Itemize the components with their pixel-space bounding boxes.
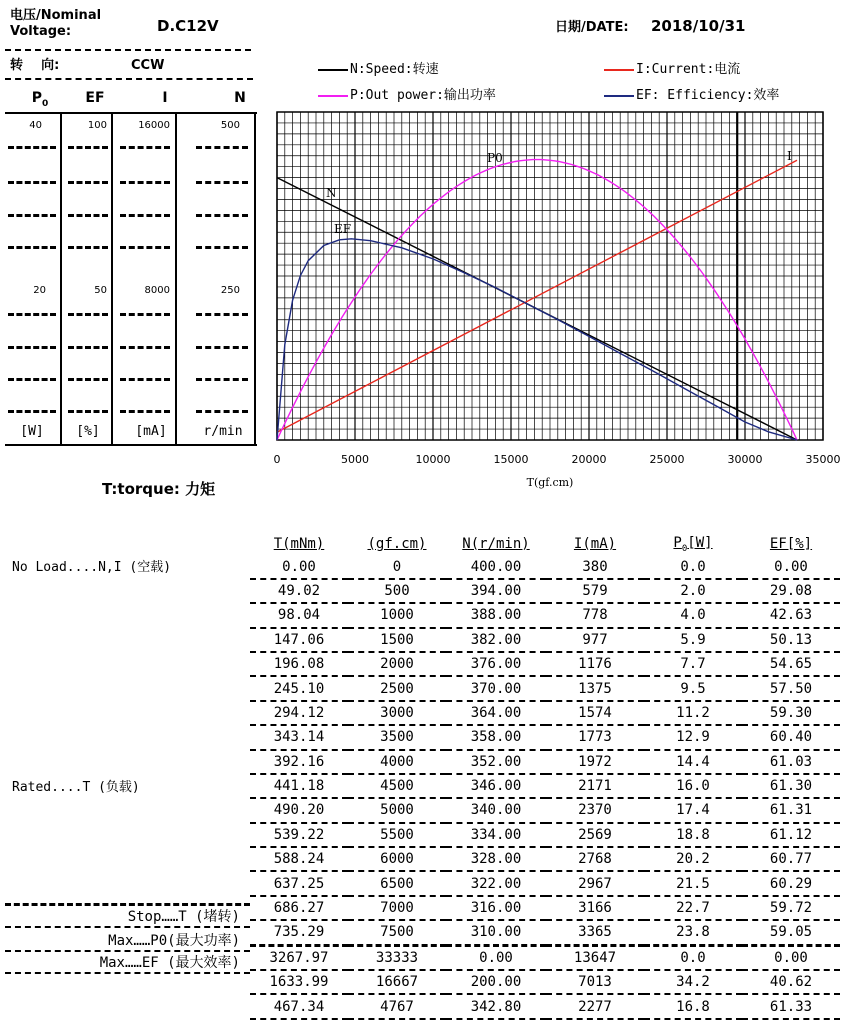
cell-efficiency: 61.03 [742,750,840,774]
cell-efficiency: 0.00 [742,945,840,970]
cell-current: 2370 [546,798,644,822]
cell-power: 7.7 [644,652,742,676]
rated-label: Rated....T (负载) [12,780,140,795]
x-tick-label: 0 [273,453,281,466]
performance-table [250,533,840,1020]
cell-torque-mnm: 147.06 [250,628,348,652]
cell-torque-gfcm: 33333 [348,945,446,970]
cell-speed: 394.00 [446,579,546,603]
cell-torque-mnm: 0.00 [250,555,348,578]
cell-power: 12.9 [644,725,742,749]
cell-current: 2569 [546,823,644,847]
current-curve-label: I [787,149,792,163]
cell-speed: 200.00 [446,970,546,994]
header-torque-gfcm: (gf.cm) [367,536,427,553]
cell-torque-gfcm: 5500 [348,823,446,847]
cell-torque-mnm: 490.20 [250,798,348,822]
summary-row-label: Stop……T (堵转) [127,909,240,925]
cell-speed: 334.00 [446,823,546,847]
cell-power: 0.0 [644,945,742,970]
cell-current: 380 [546,555,644,578]
table-header-row [250,533,840,555]
cell-torque-gfcm: 2000 [348,652,446,676]
power-axis-top: 40 [29,120,42,131]
cell-torque-mnm: 245.10 [250,676,348,700]
table-row [250,871,840,895]
efficiency-axis-top: 100 [87,120,107,131]
cell-torque-gfcm: 7500 [348,920,446,945]
cell-torque-mnm: 735.29 [250,920,348,945]
legend-efficiency-label: EF: Efficiency:效率 [636,88,780,103]
cell-speed: 382.00 [446,628,546,652]
cell-current: 2277 [546,994,644,1018]
table-row [250,603,840,627]
table-row [250,701,840,725]
axis-header-current: I [162,90,168,106]
speed-axis-unit: r/min [203,424,243,439]
cell-speed: 364.00 [446,701,546,725]
cell-power: 11.2 [644,701,742,725]
cell-power: 14.4 [644,750,742,774]
cell-power: 21.5 [644,871,742,895]
current-axis-unit: [mA] [135,424,167,439]
speed-curve-label: N [326,186,337,200]
cell-power: 9.5 [644,676,742,700]
cell-torque-gfcm: 3000 [348,701,446,725]
axis-header-speed: N [234,90,246,106]
cell-speed: 328.00 [446,847,546,871]
cell-efficiency: 61.33 [742,994,840,1018]
cell-efficiency: 61.31 [742,798,840,822]
cell-torque-mnm: 294.12 [250,701,348,725]
x-axis-label: T(gf.cm) [526,476,574,489]
summary-label-rule [5,972,250,974]
cell-efficiency: 40.62 [742,970,840,994]
summary-row [250,945,840,970]
cell-torque-gfcm: 6500 [348,871,446,895]
cell-power: 4.0 [644,603,742,627]
cell-power: 22.7 [644,896,742,920]
cell-current: 2171 [546,774,644,798]
cell-efficiency: 50.13 [742,628,840,652]
cell-current: 579 [546,579,644,603]
cell-speed: 340.00 [446,798,546,822]
legend-power-label: P:Out power:输出功率 [350,88,496,103]
table-row [250,798,840,822]
cell-torque-mnm: 3267.97 [250,945,348,970]
cell-current: 3166 [546,896,644,920]
cell-torque-gfcm: 4500 [348,774,446,798]
cell-power: 17.4 [644,798,742,822]
no-load-label: No Load....N,I (空载) [12,560,172,575]
cell-torque-gfcm: 500 [348,579,446,603]
cell-power: 5.9 [644,628,742,652]
x-tick-label: 5000 [341,453,369,466]
x-tick-label: 30000 [727,453,763,466]
cell-power: 20.2 [644,847,742,871]
cell-torque-mnm: 637.25 [250,871,348,895]
cell-torque-mnm: 196.08 [250,652,348,676]
cell-torque-gfcm: 0 [348,555,446,578]
cell-power: 18.8 [644,823,742,847]
cell-power: 16.0 [644,774,742,798]
cell-torque-mnm: 686.27 [250,896,348,920]
legend-speed-label: N:Speed:转速 [350,62,439,77]
efficiency-axis-unit: [%] [76,424,100,439]
cell-speed: 342.80 [446,994,546,1018]
cell-torque-gfcm: 6000 [348,847,446,871]
cell-torque-gfcm: 3500 [348,725,446,749]
current-axis-top: 16000 [138,120,170,131]
cell-torque-gfcm: 1000 [348,603,446,627]
cell-speed: 400.00 [446,555,546,578]
cell-efficiency: 60.77 [742,847,840,871]
power-axis-unit: [W] [20,424,44,439]
table-row [250,847,840,871]
cell-torque-gfcm: 4767 [348,994,446,1018]
cell-efficiency: 61.12 [742,823,840,847]
header-torque-mnm: T(mNm) [273,536,325,553]
cell-power: 16.8 [644,994,742,1018]
voltage-label-line1: 电压/Nominal [10,8,102,23]
cell-torque-gfcm: 7000 [348,896,446,920]
cell-torque-mnm: 392.16 [250,750,348,774]
table-row [250,725,840,749]
cell-torque-mnm: 98.04 [250,603,348,627]
cell-torque-mnm: 343.14 [250,725,348,749]
speed-axis-top: 500 [220,120,240,131]
cell-speed: 0.00 [446,945,546,970]
cell-current: 1972 [546,750,644,774]
cell-current: 977 [546,628,644,652]
summary-row [250,970,840,994]
cell-efficiency: 60.40 [742,725,840,749]
axis-header-efficiency: EF [85,90,105,106]
cell-efficiency: 54.65 [742,652,840,676]
power-axis-mid: 20 [33,285,46,296]
cell-torque-mnm: 467.34 [250,994,348,1018]
date-label: 日期/DATE: [555,20,629,35]
cell-efficiency: 61.30 [742,774,840,798]
table-row [250,750,840,774]
cell-torque-mnm: 49.02 [250,579,348,603]
current-axis-mid: 8000 [144,285,170,296]
cell-speed: 376.00 [446,652,546,676]
table-row [250,555,840,578]
x-tick-label: 15000 [493,453,529,466]
cell-speed: 358.00 [446,725,546,749]
cell-torque-mnm: 441.18 [250,774,348,798]
cell-power: 0.0 [644,555,742,578]
cell-efficiency: 57.50 [742,676,840,700]
torque-caption: T:torque: 力矩 [102,480,216,498]
cell-power: 2.0 [644,579,742,603]
x-tick-label: 25000 [649,453,685,466]
cell-torque-mnm: 1633.99 [250,970,348,994]
table-row [250,652,840,676]
cell-torque-gfcm: 1500 [348,628,446,652]
cell-speed: 388.00 [446,603,546,627]
cell-speed: 352.00 [446,750,546,774]
rotation-value: CCW [131,58,165,73]
cell-current: 13647 [546,945,644,970]
cell-current: 2768 [546,847,644,871]
efficiency-axis-mid: 50 [94,285,107,296]
summary-row-label: Max……EF (最大效率) [99,955,240,971]
cell-power: 23.8 [644,920,742,945]
cell-speed: 322.00 [446,871,546,895]
axis-header-power: $P_0$ [31,90,49,109]
summary-label-top-rule [5,903,250,906]
cell-current: 778 [546,603,644,627]
performance-chart [0,0,855,500]
date-value: 2018/10/31 [651,17,746,35]
rotation-label: 转 向: [10,58,60,73]
x-tick-label: 10000 [415,453,451,466]
cell-current: 3365 [546,920,644,945]
header-current: I(mA) [573,536,617,553]
summary-row-label: Max……P0(最大功率) [108,933,240,949]
x-tick-label: 35000 [805,453,841,466]
cell-torque-gfcm: 16667 [348,970,446,994]
cell-torque-mnm: 539.22 [250,823,348,847]
efficiency-curve-label: EF [334,222,352,236]
cell-torque-mnm: 588.24 [250,847,348,871]
cell-speed: 370.00 [446,676,546,700]
header-power: $P_0[W]$ [673,534,713,554]
voltage-value: D.C12V [157,17,219,35]
table-row [250,823,840,847]
summary-label-rule [5,926,250,928]
speed-axis-mid: 250 [220,285,240,296]
table-row [250,579,840,603]
summary-row [250,994,840,1018]
cell-efficiency: 42.63 [742,603,840,627]
table-row [250,896,840,920]
cell-efficiency: 59.30 [742,701,840,725]
cell-current: 1375 [546,676,644,700]
cell-power: 34.2 [644,970,742,994]
cell-torque-gfcm: 2500 [348,676,446,700]
cell-efficiency: 29.08 [742,579,840,603]
cell-efficiency: 59.72 [742,896,840,920]
table-row [250,774,840,798]
cell-speed: 310.00 [446,920,546,945]
cell-torque-gfcm: 4000 [348,750,446,774]
cell-torque-gfcm: 5000 [348,798,446,822]
x-tick-label: 20000 [571,453,607,466]
cell-efficiency: 0.00 [742,555,840,578]
table-row [250,628,840,652]
power-curve-label: P0 [487,151,503,165]
cell-current: 1574 [546,701,644,725]
cell-speed: 316.00 [446,896,546,920]
cell-speed: 346.00 [446,774,546,798]
legend-current-label: I:Current:电流 [636,62,741,77]
cell-efficiency: 59.05 [742,920,840,945]
cell-efficiency: 60.29 [742,871,840,895]
header-efficiency: EF[%] [769,536,813,553]
table-row [250,676,840,700]
voltage-label-line2: Voltage: [10,24,72,39]
cell-current: 7013 [546,970,644,994]
header-speed: N(r/min) [462,536,530,553]
cell-current: 1773 [546,725,644,749]
cell-current: 2967 [546,871,644,895]
table-row [250,920,840,945]
cell-current: 1176 [546,652,644,676]
